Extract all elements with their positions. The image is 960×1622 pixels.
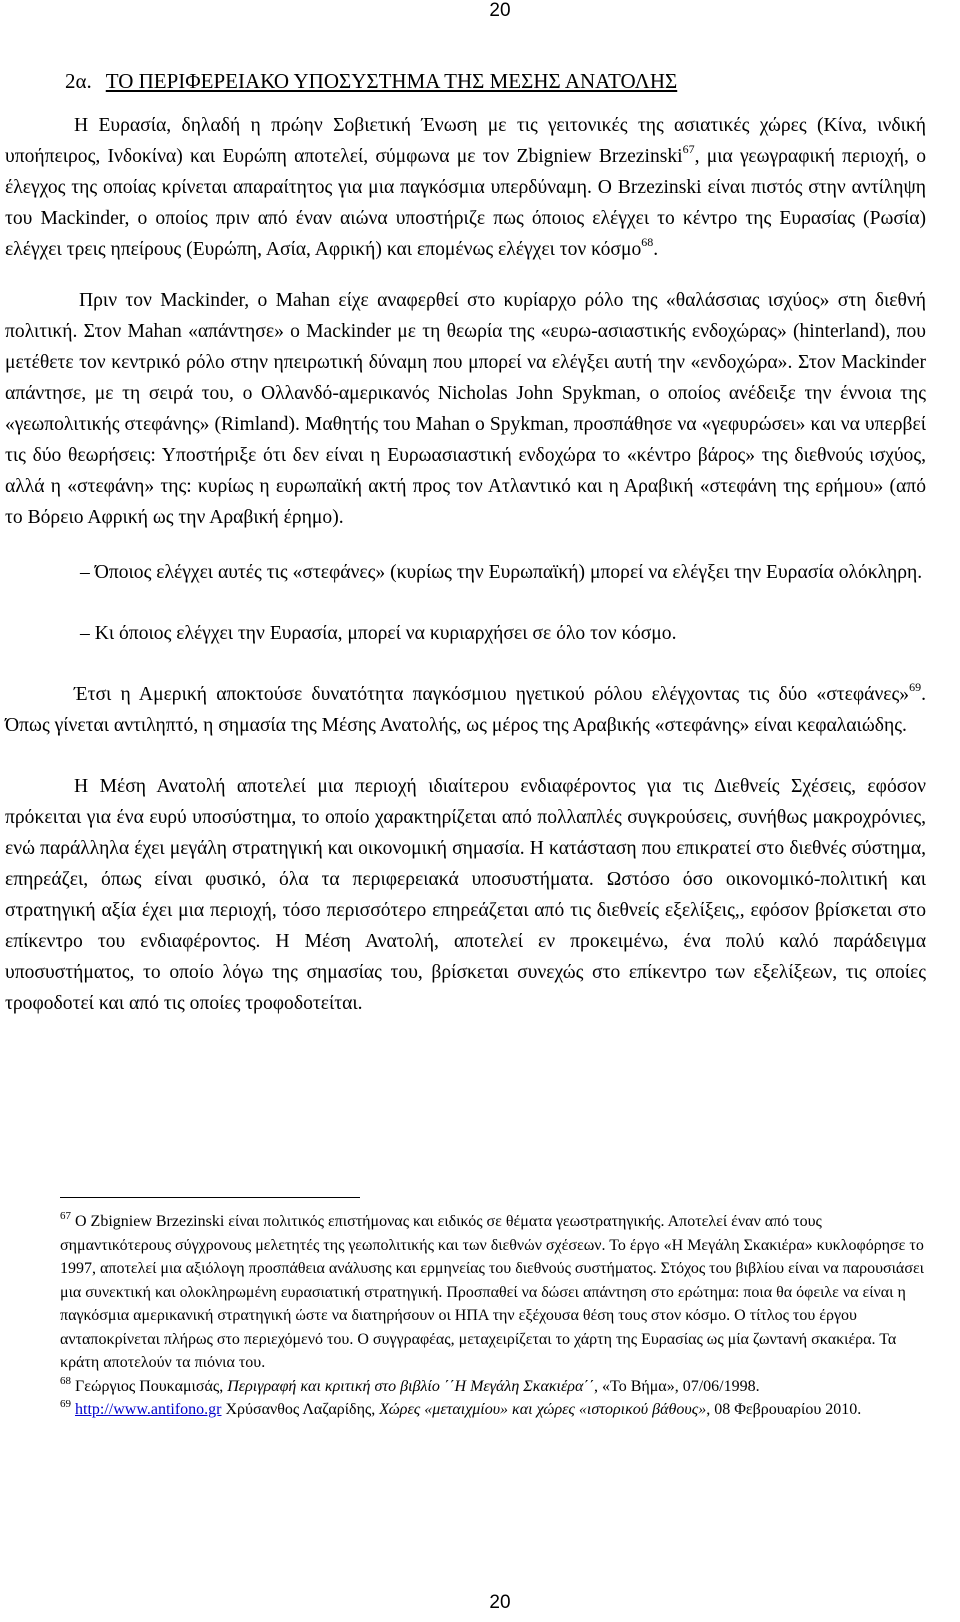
dash-item-2: – Κι όποιος ελέγχει την Ευρασία, μπορεί να κυριαρχήσει σε όλο τον κόσμο. <box>80 623 677 644</box>
footnote-number-69: 69 <box>60 1398 71 1410</box>
footnote-67-text: Ο Zbigniew Brzezinski είναι πολιτικός επιστήμονας και ειδικός σε θέματα γεωστρατηγικής. Αποτελεί έναν από τους σημαντικότερους σύγχρονους μελετητές της γεωπολιτικής και των διεθνών σχέσεων. Το έργο «Η Μεγάλη Σκακιέρα» κυκλοφόρησε το 1997, αποτελεί μια αξιόλογη προσπάθεια ανάλυσης και ερμηνείας του διεθνούς συστήματος. Στόχος του βιβλίου είναι να παρουσιάσει μια συνεκτική και ολοκληρωμένη ευρασιατική στρατηγική. Προσπαθεί να δώσει απάντηση στο ερώτημα: ποια θα όφειλε να είναι η παγκόσμια αμερικανική στρατηγική ώστε να διατηρήσουν οι ΗΠΑ την εξέχουσα θέση τους στον κόσμο. Ο τίτλος του έργου ανταποκρίνεται πλήρως στο περιεχόμενό του. Ο συγγραφέας, μεταχειρίζεται το χάρτη της Ευρασίας ως μία ζωντανή σκακιέρα. Τα κράτη αποτελούν τα πιόνια του. <box>60 1213 924 1371</box>
paragraph-4: Η Μέση Ανατολή αποτελεί μια περιοχή ιδιαίτερου ενδιαφέροντος για τις Διεθνείς Σχέσεις, εφόσον πρόκειται για ένα ευρύ υποσύστημα, το οποίο χαρακτηρίζεται από πολλαπλές συγκρούσεις, συνήθως μακροχρόνιες, ενώ παράλληλα έχει μεγάλη στρατηγική και οικονομική σημασία. Η κατάσταση που επικρατεί στο διεθνές σύστημα, επηρεάζει, όπως είναι φυσικό, όλα τα περιφερειακά υποσυστήματα. Ωστόσο όσο οικονομικό-πολιτική και στρατηγική αξία έχει μια περιοχή, τόσο περισσότερο επηρεάζεται από τις διεθνείς εξελίξεις,, εφόσον βρίσκεται στο επίκεντρο του ενδιαφέροντος. Η Μέση Ανατολή, αποτελεί εν προκειμένω, ένα πολύ καλό παράδειγμα υποσυστήματος, το οποίο λόγω της σημασίας του, βρίσκεται συνεχώς στο επίκεντρο των εξελίξεων, τις οποίες τροφοδοτεί και από τις οποίες τροφοδοτείται. <box>5 776 926 1014</box>
paragraph-2: Πριν τον Mackinder, ο Mahan είχε αναφερθεί στο κυρίαρχο ρόλο της «θαλάσσιας ισχύος» στη διεθνή πολιτική. Στον Mahan «απάντησε» ο Mackinder με τη θεωρία της «ευρω-ασιαστικής ενδοχώρας» (hinterland), που μετέθετε τον κεντρικό ρόλο στην ηπειρωτική δύναμη που μπορεί να ελέγξει αυτή την «ενδοχώρα». Στον Mackinder απάντησε, με τη σειρά του, ο Ολλανδό-αμερικανός Nicholas John Spykman, ο οποίος ανέδειξε την έννοια της «γεωπολιτικής στεφάνης» (Rimland). Μαθητής του Mahan ο Spykman, προσπάθησε να «γεφυρώσει» και να υπερβεί τις δύο θεωρήσεις: Υποστήριξε ότι δεν είναι η Ευρωασιαστική ενδοχώρα το «κέντρο βάρος» της διεθνούς ισχύος, αλλά η «στεφάνη» της: κυρίως η ευρωπαϊκή ακτή προς τον Ατλαντικό και η Αραβική «στεφάνη της ερήμου» (από το Βόρειο Αφρική ως την Αραβική έρημο). <box>5 290 926 528</box>
footnote-number-68: 68 <box>60 1374 71 1387</box>
footnote-ref-68[interactable]: 68 <box>641 235 654 249</box>
paragraph-1-part-b: , μια γεωγραφική περιοχή, ο έλεγχος της οποίας κρίνεται απαραίτητος για μια παγκόσμια υπερδύναμη. Ο Brzezinski είναι πιστός στην αντίληψη του Mackinder, ο οποίος πριν από έναν αιώνα υποστήριζε πως όποιος ελέγχει το κέντρο της Ευρασίας (Ρωσία) ελέγχει τρεις ηπείρους (Ευρώπη, Ασία, Αφρική) και επομένως ελέγχει τον κόσμο <box>5 146 926 260</box>
footnote-68-author: Γεώργιος Πουκαμισάς, <box>71 1377 228 1395</box>
footnote-68-title: Περιγραφή και κριτική στο βιβλίο ΄΄Η Μεγάλη Σκακιέρα΄΄ <box>227 1377 595 1395</box>
footnote-ref-67[interactable]: 67 <box>682 142 695 156</box>
footnote-69-author: Χρύσανθος Λαζαρίδης, <box>221 1401 380 1418</box>
paragraph-1 <box>5 110 926 265</box>
dash-item-1: – Όποιος ελέγχει αυτές τις «στεφάνες» (κυρίως την Ευρωπαϊκή) μπορεί να ελέγξει την Ευρασία ολόκληρη. <box>80 562 923 583</box>
page-number-top: 20 <box>489 0 511 21</box>
footnote-69-rest: , 08 Φεβρουαρίου 2010. <box>706 1401 862 1418</box>
footnote-69 <box>60 1398 926 1422</box>
footnote-number-67: 67 <box>60 1210 71 1222</box>
footnote-67 <box>60 1210 926 1375</box>
footnote-68 <box>60 1375 926 1399</box>
paragraph-1-part-c: . <box>653 239 659 260</box>
section-heading <box>65 66 926 96</box>
footnote-69-link[interactable]: http://www.antifono.gr <box>75 1401 222 1418</box>
section-number: 2α. <box>65 69 92 93</box>
footnote-separator <box>60 1197 360 1198</box>
paragraph-3-part-b: . Όπως γίνεται αντιληπτό, η σημασία της Μέσης Ανατολής, ως μέρος της Αραβικής «στεφάνης» είναι κεφαλαιώδης. <box>5 684 926 736</box>
paragraph-3 <box>5 679 926 741</box>
footnotes <box>60 1197 926 1422</box>
paragraph-1-part-a: Η Ευρασία, δηλαδή η πρώην Σοβιετική Ένωση με τις γειτονικές της ασιατικές χώρες (Κίνα, ινδική υποήπειρος, Ινδοκίνα) και Ευρώπη αποτελεί, σύμφωνα με τον Zbigniew Brzezinski <box>5 115 926 167</box>
section-title: ΤΟ ΠΕΡΙΦΕΡΕΙΑΚΟ ΥΠΟΣΥΣΤΗΜΑ ΤΗΣ ΜΕΣΗΣ ΑΝΑΤΟΛΗΣ <box>105 69 678 93</box>
footnote-69-title: Χώρες «μεταιχμίου» και χώρες «ιστορικού βάθους» <box>379 1401 707 1418</box>
footnote-68-rest: , «Το Βήμα», 07/06/1998. <box>594 1377 760 1395</box>
footnote-ref-69[interactable]: 69 <box>909 680 922 694</box>
main-content <box>5 66 926 1019</box>
page-number-bottom: 20 <box>489 1592 511 1613</box>
paragraph-3-part-a: Έτσι η Αμερική αποκτούσε δυνατότητα παγκόσμιου ηγετικού ρόλου ελέγχοντας τις δύο «στεφάνες» <box>74 684 910 705</box>
